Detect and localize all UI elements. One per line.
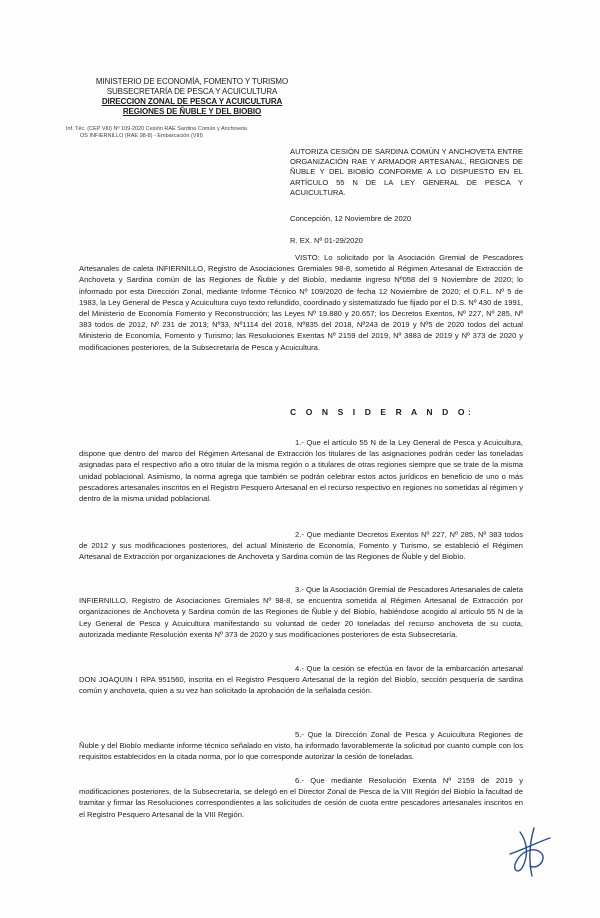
considerando-paragraph: 3.- Que la Asociación Gremial de Pescadores Artesanales de caleta INFIERNILLO, Registro de Asociaciones Gremiales Nº 98-8, se encuentra sometida al Régimen Artesanal de Extracción por organizaciones de Anchoveta y Sardina común de las Regiones de Ñuble y del Biobío, habiéndose acogido al artículo 55 N de la Ley General de Pesca y Acuicultura manifestando su voluntad de ceder 20 toneladas del recurso anchoveta de su cuota, autorizada mediante Resolución exenta Nº 373 de 2020 y sus modificaciones posteriores de esta Subsecretaría. xyxy=(79,585,523,639)
considerando-3 xyxy=(79,584,523,640)
signature-mark xyxy=(500,820,560,880)
considerando-2 xyxy=(79,529,523,563)
considerando-5 xyxy=(79,729,523,763)
considerando-paragraph: 1.- Que el artículo 55 N de la Ley General de Pesca y Acuicultura, dispone que dentro del marco del Régimen Artesanal de Extracción los titulares de las asignaciones podrán ceder las toneladas asignadas para el respectivo año a otro titular de la misma región o a titulares de otras regiones siempre que se trate de la misma unidad poblacional. Asimismo, la norma agrega que también se podrán celebrar estos actos jurídicos en beneficio de uno o más pescadores artesanales inscritos en el Registro Pesquero Artesanal en el recurso respectivo en regiones no sometidas al régimen y dentro de la misma unidad poblacional. xyxy=(79,438,523,504)
considerando-6 xyxy=(79,775,523,820)
considerando-title: C O N S I D E R A N D O: xyxy=(290,407,475,417)
considerando-paragraph: 2.- Que mediante Decretos Exentos Nº 227, Nº 285, Nº 383 todos de 2012 y sus modificaciones posteriores, del actual Ministerio de Economía, Fomento y Turismo, se estableció el Régimen Artesanal de Extracción por organizaciones de Anchoveta y Sardina común de las Regiones de Ñuble y del Biobío. xyxy=(79,530,523,562)
place-date: Concepción, 12 Noviembre de 2020 xyxy=(290,214,412,223)
regions-name: REGIONES DE ÑUBLE Y DEL BIOBIO xyxy=(122,107,262,116)
ministry-name: MINISTERIO DE ECONOMÍA, FOMENTO Y TURISMO xyxy=(95,77,289,86)
considerando-paragraph: 6.- Que mediante Resolución Exenta Nº 2159 de 2019 y modificaciones posteriores, de la Subsecretaría, se delegó en el Director Zonal de Pesca de la VIII Región del Biobío la facultad de tramitar y firmar las Resoluciones correspondientes a las solicitudes de cesión de cuota entre pescadores artesanales inscritos en el Registro Pesquero Artesanal de la VIII Región. xyxy=(79,776,523,819)
considerando-paragraph: 5.- Que la Dirección Zonal de Pesca y Acuicultura Regiones de Ñuble y del Biobío mediante informe técnico señalado en visto, ha informado favorablemente la solicitud por cuanto cumple con los requisitos establecidos en la citada norma, por lo que corresponde autorizar la cesión de toneladas. xyxy=(79,730,523,762)
resolution-subject: AUTORIZA CESIÓN DE SARDINA COMÚN Y ANCHOVETA ENTRE ORGANIZACIÓN RAE Y ARMADOR ARTESANAL, REGIONES DE ÑUBLE Y DEL BIOBÍO CONFORME A LO DISPUESTO EN EL ARTÍCULO 55 N DE LA LEY GENERAL DE PESCA Y ACUICULTURA. xyxy=(290,147,523,197)
directorate-name: DIRECCION ZONAL DE PESCA Y ACUICULTURA xyxy=(101,97,283,106)
visto-section xyxy=(79,252,523,353)
visto-paragraph: VISTO: Lo solicitado por la Asociación Gremial de Pescadores Artesanales de caleta INFIERNILLO, Registro de Asociaciones Gremiales 98-8, sometido al Régimen Artesanal de Extracción de Anchoveta y Sardina común de las Regiones de Ñuble y del Biobío, mediante ingreso Nº058 del 9 Noviembre de 2020; lo informado por esta Dirección Zonal, mediante Informe Técnico Nº 109/2020 de fecha 12 Noviembre de 2020; el D.F.L. Nº 5 de 1983, la Ley General de Pesca y Acuicultura cuyo texto refundido, coordinado y sistematizado fue fijado por el D.S. Nº 430 de 1991, del Ministerio de Economía Fomento y Reconstrucción; las Leyes Nº 19.880 y 20.657; los Decretos Exentos, Nº 227, Nº 285, Nº 383 todos de 2012, Nº 231 de 2013; Nº33, Nº1114 del 2018, Nº835 del 2018, Nº243 de 2019 y Nº5 de 2020 todos del actual Ministerio de Economía, Fomento y Turismo; las Resoluciones Exentas Nº 2159 del 2019, Nº 3883 de 2019 y Nº 373 de 2020 y modificaciones posteriores, de la Subsecretaría de Pesca y Acuicultura. xyxy=(79,253,523,352)
considerando-paragraph: 4.- Que la cesión se efectúa en favor de la embarcación artesanal DON JOAQUIN I RPA 951560, inscrita en el Registro Pesquero Artesanal de la región del Biobío, sección pesquería de sardina común y anchoveta, quien a su vez han solicitado la aprobación de la señalada cesión. xyxy=(79,664,523,696)
reference-line-1: Inf. Téc. (CEP VIII) Nº 109-2020 Cesión RAE Sardina Común y Anchoveta xyxy=(66,126,247,132)
considerando-1 xyxy=(79,437,523,504)
resolution-number: R. EX. Nº 01-29/2020 xyxy=(290,236,363,245)
subsecretariat-name: SUBSECRETARÍA DE PESCA Y ACUICULTURA xyxy=(106,87,278,96)
considerando-4 xyxy=(79,663,523,697)
reference-line-2: OS INFIERNILLO (RAE 98-8) - Embarcación (VIII) xyxy=(80,133,203,139)
institution-header xyxy=(72,77,312,117)
